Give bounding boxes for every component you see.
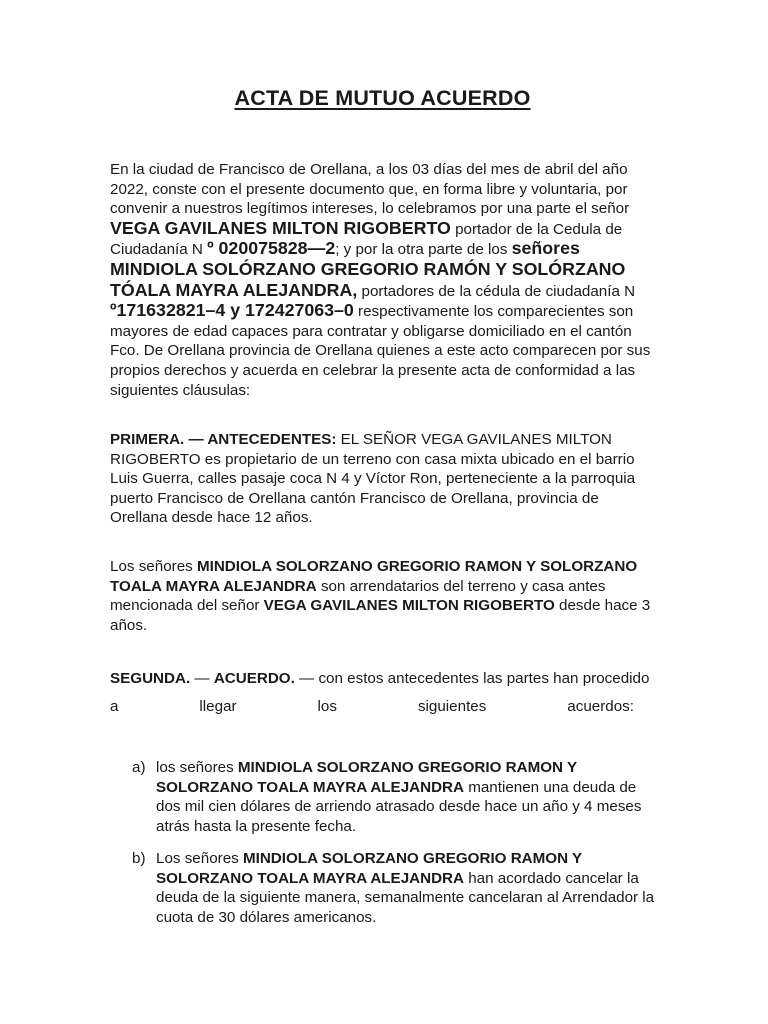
item-b-text-2: han acordado cancelar la deuda de la siguiente manera, semanalmente cancelaran al Arrendador la cuota de 30 dólares americanos. xyxy=(156,869,655,926)
segunda-text: — con estos antecedentes las partes han procedido xyxy=(294,670,650,687)
intro-paragraph xyxy=(110,160,655,400)
owner-name-ref: VEGA GAVILANES MILTON RIGOBERTO xyxy=(263,597,555,615)
tenants-paragraph xyxy=(110,557,655,635)
word-llegar: llegar xyxy=(199,698,237,715)
item-a-text-2: mantienen una deuda de dos mil cien dólares de arriendo atrasado desde hace un año y 4 meses atrás hasta la presente fecha. xyxy=(156,778,642,835)
list-item-body xyxy=(156,849,655,927)
tenant-names: MINDIOLA SOLÓRZANO GREGORIO RAMÓN Y SOLÓRZANO TÓALA MAYRA ALEJANDRA, xyxy=(110,258,626,300)
word-a: a xyxy=(110,698,119,715)
tenants-names: MINDIOLA SOLORZANO GREGORIO RAMON Y SOLORZANO TOALA MAYRA ALEJANDRA xyxy=(110,558,638,595)
list-marker-b: b) xyxy=(132,850,146,867)
item-b-names: MINDIOLA SOLORZANO GREGORIO RAMON Y SOLORZANO TOALA MAYRA ALEJANDRA xyxy=(156,850,582,887)
tenants-text-1: Los señores xyxy=(110,558,197,575)
item-a-names: MINDIOLA SOLORZANO GREGORIO RAMON Y SOLORZANO TOALA MAYRA ALEJANDRA xyxy=(156,759,577,796)
segunda-heading: SEGUNDA. xyxy=(110,670,191,687)
intro-text-3: ; y por la otra parte de los xyxy=(335,241,512,259)
primera-clause xyxy=(110,430,655,528)
intro-text-1: En la ciudad de Francisco de Orellana, a los 03 días del mes de abril del año 2022, conste con el presente documento que, en forma libre y voluntaria, por convenir a nuestros legítimos intereses, lo celebramos por una parte el señor xyxy=(110,161,630,218)
tenants-text-2: son arrendatarios del terreno y casa antes mencionada del señor xyxy=(110,577,606,615)
segunda-clause xyxy=(110,669,655,689)
tenants-text-3: desde hace 3 años. xyxy=(110,597,651,634)
word-los: los xyxy=(317,698,337,715)
item-b-text-1: Los señores xyxy=(156,850,243,867)
acuerdo-heading: ACUERDO. xyxy=(213,670,295,687)
word-acuerdos: acuerdos: xyxy=(567,698,634,715)
list-item-body xyxy=(156,758,655,836)
intro-text-2: portador de la Cedula de Ciudadanía N xyxy=(110,220,623,259)
list-item xyxy=(132,758,655,836)
intro-text-4: portadores de la cédula de ciudadanía N xyxy=(357,282,636,300)
primera-text: EL SEÑOR VEGA GAVILANES MILTON RIGOBERTO es propietario de un terreno con casa mixta ubicado en el barrio Luis Guerra, calles pasaje coca N 4 y Víctor Ron, perteneciente a la parroquia puerto Francisco de Orellana cantón Francisco de Orellana, provincia de Orellana desde hace 12 años. xyxy=(110,431,636,527)
document-title: ACTA DE MUTUO ACUERDO xyxy=(234,86,531,110)
list-item xyxy=(132,849,655,927)
tenant-id-numbers: º171632821–4 y 172427063–0 xyxy=(110,300,354,321)
senores-word: señores xyxy=(511,238,580,259)
list-marker-a: a) xyxy=(132,759,146,776)
word-siguientes: siguientes xyxy=(417,698,487,715)
owner-id-number: º 020075828—2 xyxy=(207,238,336,259)
intro-text-5: respectivamente los comparecientes son mayores de edad capaces para contratar y obligarse domiciliado en el cantón Fco. De Orellana provincia de Orellana quienes a este acto comparecen por sus propios derechos y acuerda en celebrar la presente acta de conformidad a las siguientes cláusulas: xyxy=(110,303,651,399)
segunda-dash: — xyxy=(190,670,214,687)
primera-heading: PRIMERA. — ANTECEDENTES: xyxy=(110,431,337,448)
segunda-justified-line xyxy=(110,697,634,717)
item-a-text-1: los señores xyxy=(156,759,238,776)
owner-name: VEGA GAVILANES MILTON RIGOBERTO xyxy=(110,217,451,238)
